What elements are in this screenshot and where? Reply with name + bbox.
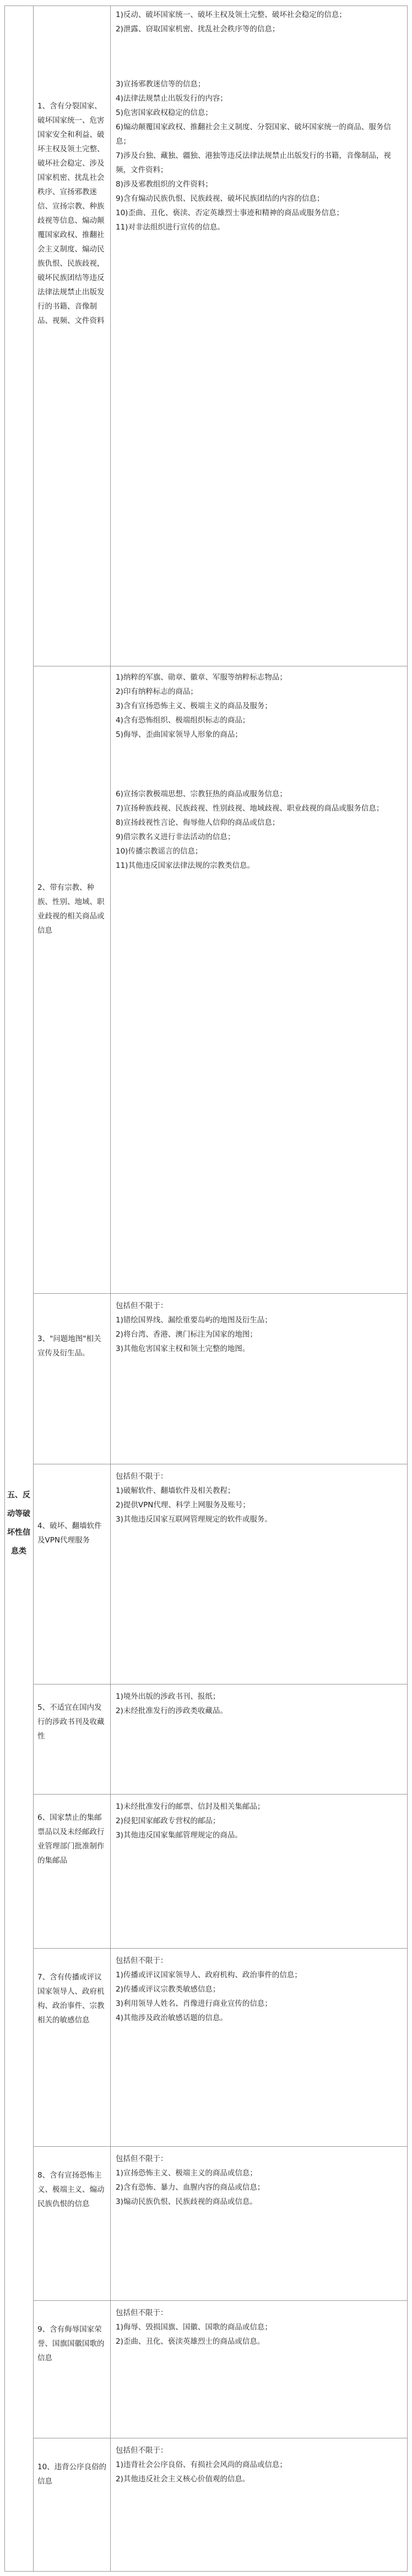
detail-cell: 包括但不限于： 1)传播或评议国家领导人、政府机构、政治事件的信息； 2)传播或评议宗教类敏感信息； 3)利用领导人姓名、肖像进行商业宣传的信息； 4)其他涉及政治敏感话题的信息。 — [116, 1956, 302, 2022]
category-cell: 1、含有分裂国家、破坏国家统一、危害国家安全和利益、破坏主权及领土完整、破坏社会稳定、涉及国家机密、扰乱社会秩序、宣扬邪教迷信、宣扬宗教、种族歧视等信息、煽动颠覆国家政权、推翻社会主义制度、煽动民族仇恨、民族歧视，破坏民族团结等违反法律法规禁止出版发行的书籍、音像制品、视频、文件资料 — [37, 102, 105, 325]
section-header: 五、反动等破坏性信息类 — [7, 1491, 30, 1556]
table-border-right — [407, 6, 408, 2571]
row-divider — [33, 1948, 408, 1949]
detail-cell: 包括但不限于： 1)宣扬恐怖主义、极端主义的商品或信息； 2)含有恐怖、暴力、血腥内容的商品或信息； 3)煽动民族仇恨、民族歧视的商品或信息。 — [116, 2154, 265, 2206]
detail-cell: 1)纳粹的军旗、勋章、徽章、军服等纳粹标志物品； 2)印有纳粹标志的商品； 3)含有宣扬恐怖主义、极端主义的商品及服务； 4)含有恐怖组织、极端组织标志的商品； 5)侮辱、歪曲国家领导人形象的商品； — [116, 673, 287, 739]
category-cell: 3、"问题地图"相关宣传及衍生品。 — [37, 1335, 101, 1358]
detail-cell: 1)反动、破坏国家统一、破坏主权及领土完整、破坏社会稳定的信息； 2)泄露、窃取国家机密、扰乱社会秩序等的信息； — [116, 10, 346, 34]
detail-cell: 6)宣扬宗教极端思想、宗教狂热的商品或服务信息； 7)宣扬种族歧视、民族歧视、性别歧视、地域歧视、职业歧视的商品或服务信息； 8)宣扬歧视性言论、侮辱他人信仰的商品或信息； 9)借宗教名义进行非法活动的信息； 10)传播宗教谣言的信息； 11)其他违反国家法律法规的宗教类信息。 — [116, 790, 384, 870]
category-cell: 5、不适宜在国内发行的涉政书刊及收藏性 — [37, 1703, 105, 1741]
category-cell: 6、国家禁止的集邮票品以及未经邮政行业管理部门批准制作的集邮品 — [37, 1813, 105, 1865]
category-cell: 8、含有宣扬恐怖主义、极端主义、煽动民族仇恨的信息 — [37, 2171, 105, 2208]
category-cell: 4、破坏、翻墙软件及VPN代理服务 — [37, 1522, 102, 1545]
detail-cell: 1)未经批准发行的邮票、信封及相关集邮品； 2)侵犯国家邮政专营权的邮品； 3)其他违反国家集邮管理规定的商品。 — [116, 1802, 265, 1840]
detail-cell: 包括但不限于： 1)错绘国界线、漏绘重要岛屿的地图及衍生品； 2)将台湾、香港、澳门标注为国家的地图； 3)其他危害国家主权和领土完整的地图。 — [116, 1301, 272, 1353]
row-divider — [33, 1794, 408, 1795]
row-divider — [33, 2146, 408, 2147]
category-cell: 9、含有侮辱国家荣誉、国旗国徽国歌的信息 — [37, 2325, 105, 2362]
column-divider-1 — [33, 6, 34, 2571]
detail-cell: 包括但不限于： 1)侮辱、毁损国旗、国徽、国歌的商品或信息； 2)歪曲、丑化、亵渎英雄烈士的商品或信息。 — [116, 2309, 272, 2346]
row-divider — [33, 1293, 408, 1294]
detail-cell: 包括但不限于： 1)破解软件、翻墙软件及相关教程； 2)提供VPN代理、科学上网服务及账号； 3)其他违反国家互联网管理规定的软件或服务。 — [116, 1472, 272, 1524]
category-cell: 2、带有宗教、种族、性别、地域、职业歧视的相关商品或信息 — [37, 883, 105, 935]
category-cell: 10、违背公序良俗的信息 — [37, 2463, 107, 2486]
table-border-bottom — [4, 2571, 408, 2572]
detail-cell: 3)宣扬邪教迷信等的信息； 4)法律法规禁止出版发行的内容； 5)危害国家政权稳定的信息； 6)煽动颠覆国家政权、推翻社会主义制度、分裂国家、破坏国家统一的商品、服务信息； 7)涉及台独、藏独、疆独、港独等违反法律法规禁止出版发行的书籍，音像制品，视频，文件资料； 8)涉及邪教组织的文件资料； 9)含有煽动民族仇恨、民族歧视、破坏民族团结的内容的信息； 10)歪曲、丑化、亵渎、否定英雄烈士事迹和精神的商品或服务信息； 11)对非法组织进行宣传的信息。 — [116, 80, 391, 232]
column-divider-2 — [110, 6, 111, 2571]
category-cell: 7、含有传播或评议国家领导人、政府机构、政治事件、宗教相关的敏感信息 — [37, 1973, 105, 2025]
detail-cell: 1)境外出版的涉政书刊、报纸； 2)未经批准发行的涉政类收藏品。 — [116, 1692, 227, 1715]
detail-cell: 包括但不限于： 1)违背社会公序良俗、有损社会风尚的商品或信息； 2)其他违反社会主义核心价值观的信息。 — [116, 2446, 287, 2484]
row-divider — [33, 2300, 408, 2301]
table-border-left — [4, 6, 5, 2571]
